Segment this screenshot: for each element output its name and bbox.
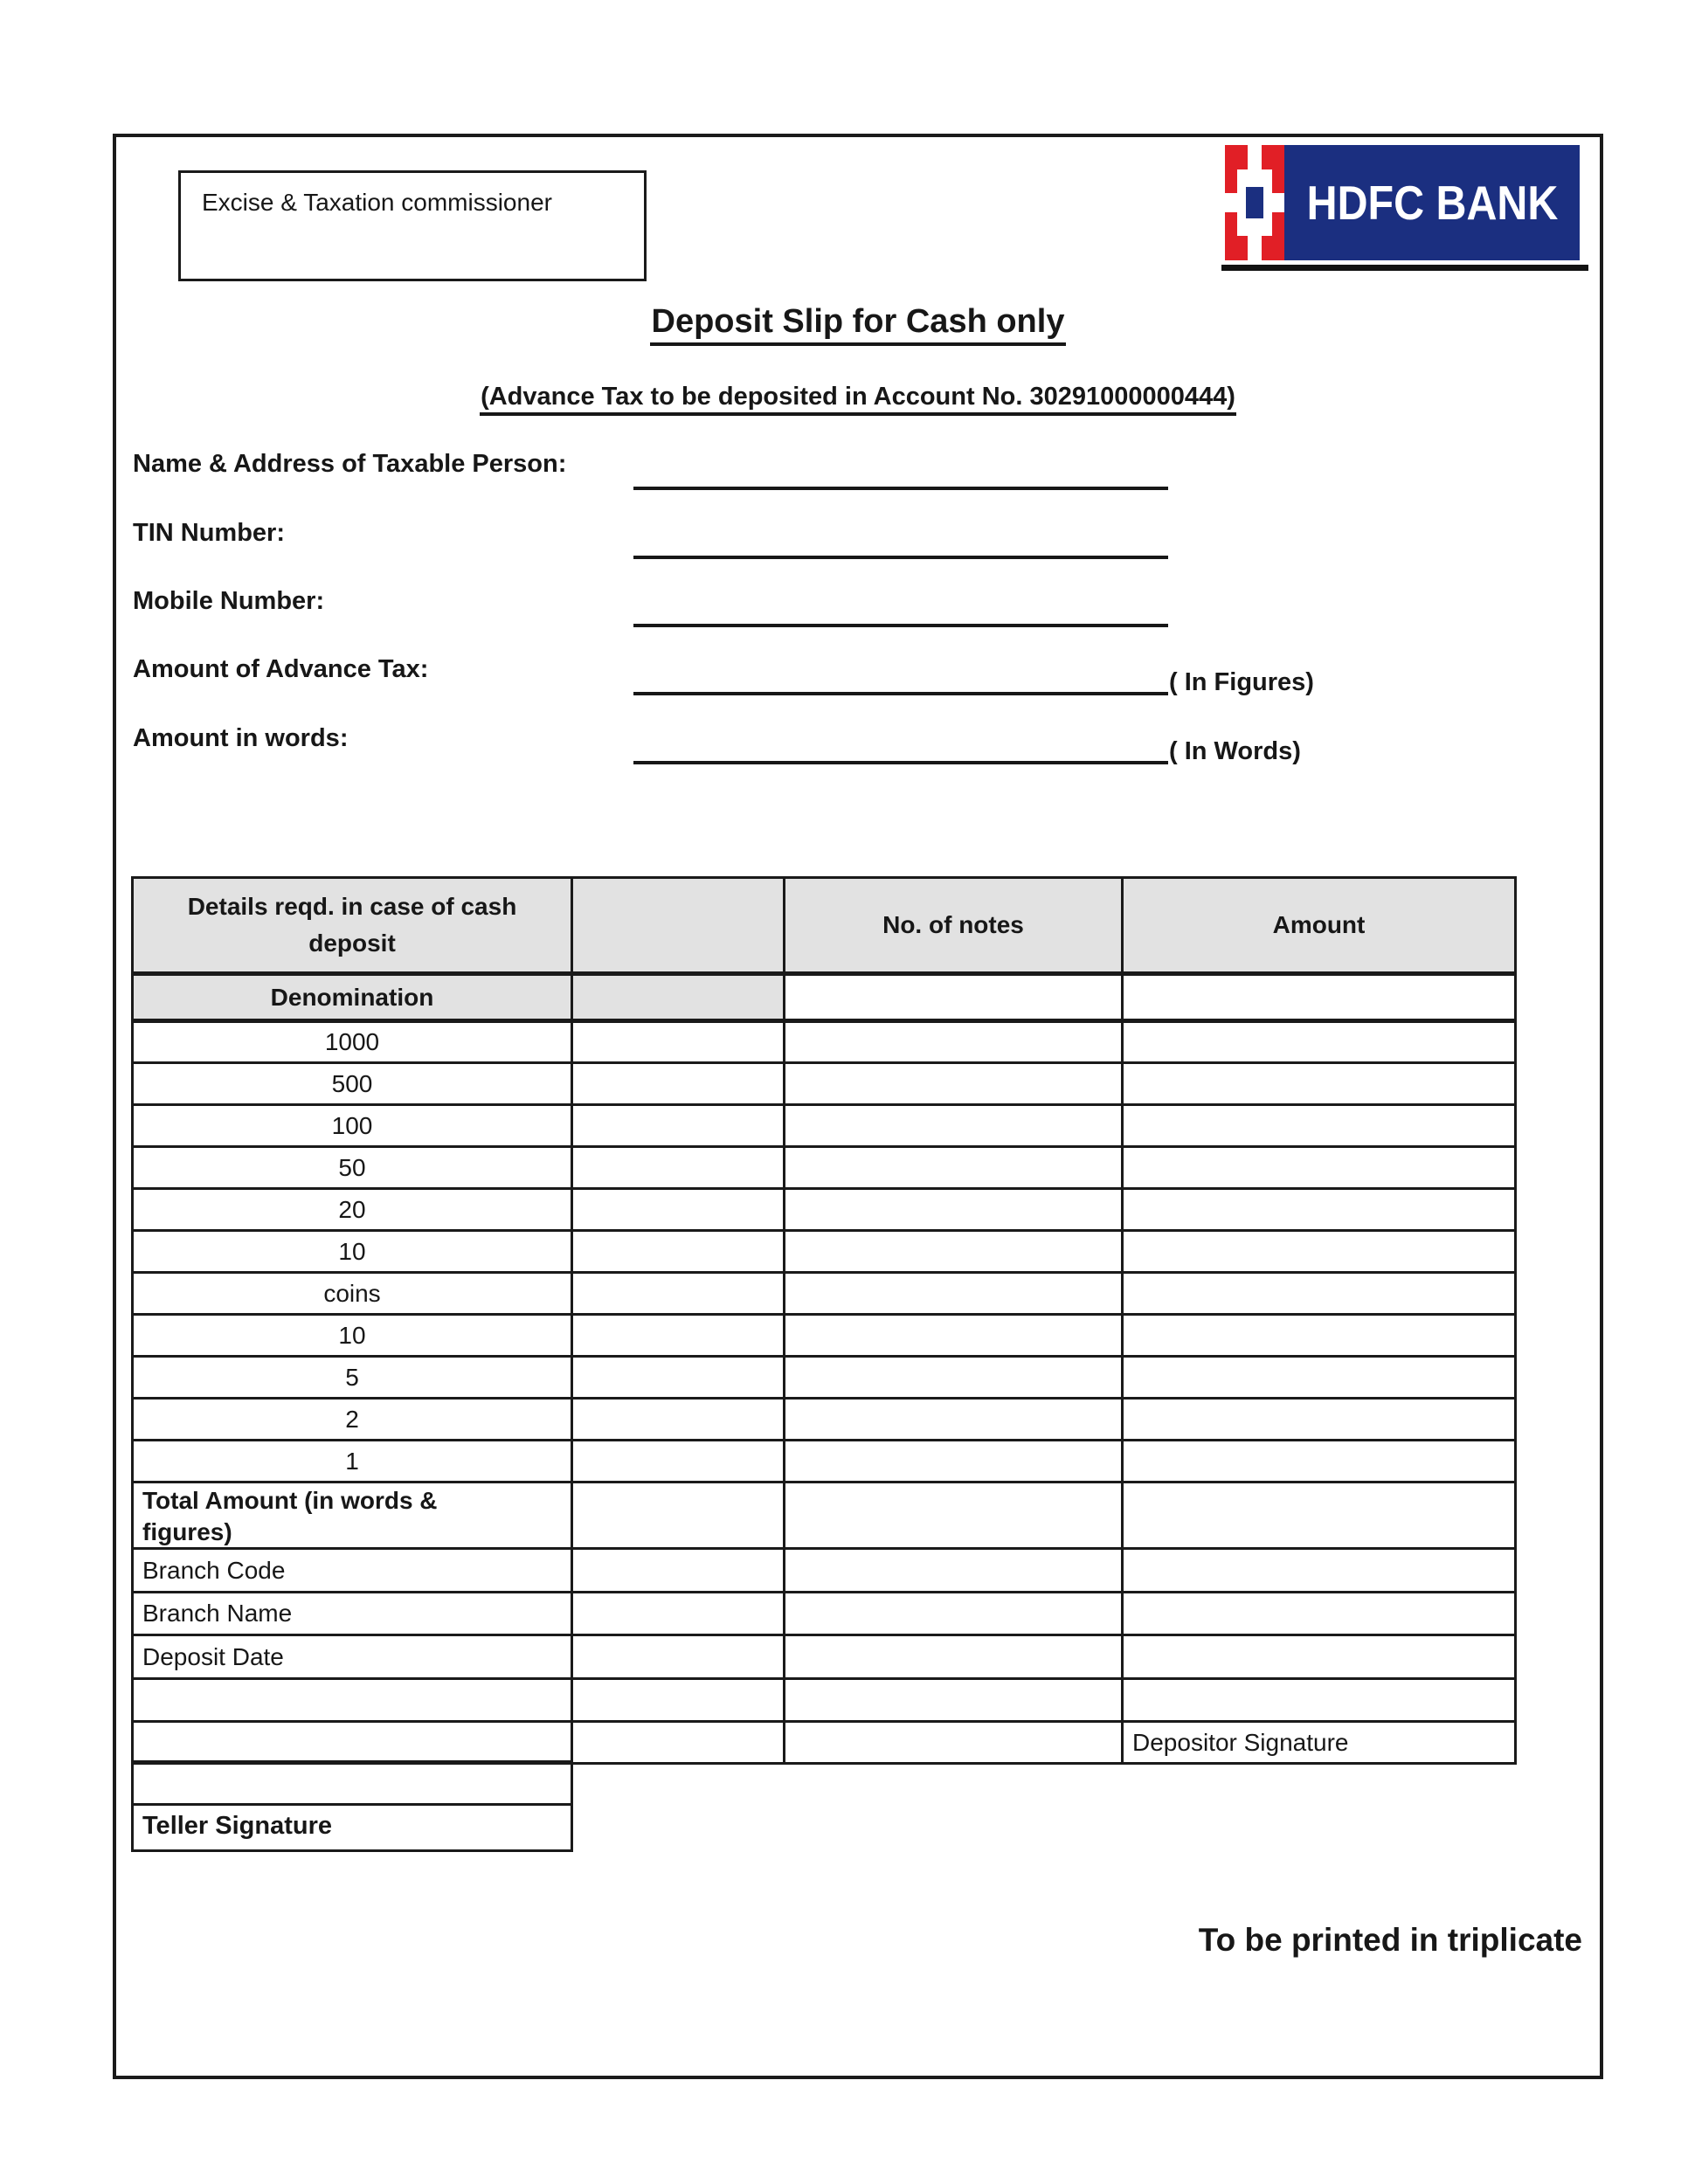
denomination-value-cell: 50 bbox=[133, 1147, 572, 1189]
denomination-row bbox=[133, 1357, 1516, 1399]
denomination-row bbox=[133, 1315, 1516, 1357]
notes-count-cell bbox=[785, 1021, 1123, 1063]
branch-code-label-cell: Branch Code bbox=[133, 1549, 572, 1593]
field-label: Mobile Number: bbox=[133, 587, 325, 615]
denomination-row bbox=[133, 1273, 1516, 1315]
blank-cell bbox=[1123, 974, 1516, 1021]
blank-cell bbox=[133, 1679, 572, 1722]
depositor-signature-row bbox=[133, 1722, 1516, 1764]
notes-count-cell bbox=[785, 1231, 1123, 1273]
notes-count-cell bbox=[785, 1105, 1123, 1147]
blank-cell bbox=[572, 1482, 785, 1549]
denomination-value-cell: 10 bbox=[133, 1231, 572, 1273]
denomination-header-row bbox=[133, 974, 1516, 1021]
blank-cell bbox=[572, 1357, 785, 1399]
deposit-date-label-cell: Deposit Date bbox=[133, 1635, 572, 1679]
amount-cell bbox=[1123, 1231, 1516, 1273]
branch-code-row bbox=[133, 1549, 1516, 1593]
blank-cell bbox=[133, 1722, 572, 1764]
fill-line bbox=[633, 761, 1168, 764]
branch-name-row bbox=[133, 1593, 1516, 1635]
teller-signature-cell bbox=[131, 1803, 573, 1852]
logo-underline bbox=[1221, 265, 1588, 271]
empty-row bbox=[133, 1679, 1516, 1722]
hdfc-emblem-icon bbox=[1225, 145, 1284, 260]
amount-cell bbox=[1123, 1399, 1516, 1441]
amount-cell bbox=[1123, 1105, 1516, 1147]
denomination-row bbox=[133, 1063, 1516, 1105]
denomination-row bbox=[133, 1231, 1516, 1273]
field-label: Name & Address of Taxable Person: bbox=[133, 450, 567, 478]
denomination-row bbox=[133, 1021, 1516, 1063]
denomination-value-cell: 2 bbox=[133, 1399, 572, 1441]
denomination-value-cell: 10 bbox=[133, 1315, 572, 1357]
teller-box-empty-row bbox=[131, 1760, 573, 1806]
denomination-row bbox=[133, 1147, 1516, 1189]
blank-cell bbox=[1123, 1549, 1516, 1593]
notes-count-cell bbox=[785, 1399, 1123, 1441]
field-label: Amount in words: bbox=[133, 724, 349, 752]
field-row-name-address bbox=[133, 450, 1566, 492]
blank-cell bbox=[785, 1679, 1123, 1722]
blank-cell bbox=[572, 1679, 785, 1722]
blank-cell bbox=[1123, 1679, 1516, 1722]
denomination-value-cell: 1 bbox=[133, 1441, 572, 1482]
header-cell-blank bbox=[572, 878, 785, 974]
fill-line bbox=[633, 692, 1168, 695]
deposit-date-row bbox=[133, 1635, 1516, 1679]
depositor-signature-label-cell: Depositor Signature bbox=[1123, 1722, 1516, 1764]
notes-count-cell bbox=[785, 1147, 1123, 1189]
denomination-value-cell: 1000 bbox=[133, 1021, 572, 1063]
amount-cell bbox=[1123, 1147, 1516, 1189]
blank-cell bbox=[1123, 1482, 1516, 1549]
header-cell-amount: Amount bbox=[1123, 878, 1516, 974]
blank-cell bbox=[572, 1315, 785, 1357]
amount-cell bbox=[1123, 1273, 1516, 1315]
teller-signature-label: Teller Signature bbox=[142, 1812, 333, 1840]
issuer-box bbox=[178, 170, 647, 281]
amount-cell bbox=[1123, 1357, 1516, 1399]
notes-count-cell bbox=[785, 1063, 1123, 1105]
field-row-mobile-number bbox=[133, 587, 1566, 629]
blank-cell bbox=[785, 974, 1123, 1021]
denomination-row bbox=[133, 1441, 1516, 1482]
amount-cell bbox=[1123, 1063, 1516, 1105]
notes-count-cell bbox=[785, 1441, 1123, 1482]
blank-cell bbox=[572, 1549, 785, 1593]
blank-cell bbox=[572, 1593, 785, 1635]
blank-cell bbox=[572, 1635, 785, 1679]
bank-name-text: HDFC BANK bbox=[1306, 176, 1558, 230]
branch-name-label-cell: Branch Name bbox=[133, 1593, 572, 1635]
field-suffix: ( In Figures) bbox=[1169, 668, 1314, 696]
denomination-value-cell: 5 bbox=[133, 1357, 572, 1399]
blank-cell bbox=[572, 1105, 785, 1147]
header-cell-details: Details reqd. in case of cash deposit bbox=[133, 878, 572, 974]
blank-cell bbox=[572, 1147, 785, 1189]
fill-line bbox=[633, 487, 1168, 490]
blank-cell bbox=[572, 1021, 785, 1063]
blank-cell bbox=[1123, 1593, 1516, 1635]
field-label: Amount of Advance Tax: bbox=[133, 655, 429, 683]
notes-count-cell bbox=[785, 1315, 1123, 1357]
notes-count-cell bbox=[785, 1357, 1123, 1399]
fill-line bbox=[633, 556, 1168, 559]
field-row-amount-in-words bbox=[133, 724, 1566, 766]
blank-cell bbox=[572, 1722, 785, 1764]
amount-cell bbox=[1123, 1021, 1516, 1063]
bank-wordmark bbox=[1284, 145, 1580, 260]
denomination-value-cell: coins bbox=[133, 1273, 572, 1315]
notes-count-cell bbox=[785, 1273, 1123, 1315]
blank-cell bbox=[572, 1441, 785, 1482]
field-label: TIN Number: bbox=[133, 519, 285, 547]
blank-cell bbox=[572, 1063, 785, 1105]
account-subtitle: (Advance Tax to be deposited in Account No. 30291000000444) bbox=[113, 383, 1603, 411]
amount-cell bbox=[1123, 1315, 1516, 1357]
blank-cell bbox=[572, 1231, 785, 1273]
blank-cell bbox=[785, 1549, 1123, 1593]
table-header-row bbox=[133, 878, 1516, 974]
blank-cell bbox=[572, 1273, 785, 1315]
blank-cell bbox=[785, 1593, 1123, 1635]
triplicate-note: To be printed in triplicate bbox=[1198, 1922, 1582, 1958]
blank-cell bbox=[1123, 1635, 1516, 1679]
denomination-header-cell: Denomination bbox=[133, 974, 572, 1021]
field-row-advance-tax-amount bbox=[133, 655, 1566, 697]
page-title: Deposit Slip for Cash only bbox=[113, 303, 1603, 341]
field-suffix: ( In Words) bbox=[1169, 737, 1301, 765]
blank-cell bbox=[572, 1189, 785, 1231]
hdfc-bank-logo bbox=[1225, 145, 1580, 260]
blank-cell bbox=[572, 1399, 785, 1441]
header-cell-no-of-notes: No. of notes bbox=[785, 878, 1123, 974]
blank-cell bbox=[572, 974, 785, 1021]
issuer-label: Excise & Taxation commissioner bbox=[202, 189, 552, 216]
blank-cell bbox=[785, 1635, 1123, 1679]
denomination-value-cell: 20 bbox=[133, 1189, 572, 1231]
notes-count-cell bbox=[785, 1189, 1123, 1231]
cash-deposit-table bbox=[131, 876, 1517, 1765]
blank-cell bbox=[785, 1722, 1123, 1764]
fill-line bbox=[633, 624, 1168, 627]
denomination-row bbox=[133, 1105, 1516, 1147]
total-amount-row bbox=[133, 1482, 1516, 1549]
denomination-value-cell: 500 bbox=[133, 1063, 572, 1105]
amount-cell bbox=[1123, 1189, 1516, 1231]
amount-cell bbox=[1123, 1441, 1516, 1482]
denomination-row bbox=[133, 1399, 1516, 1441]
denomination-value-cell: 100 bbox=[133, 1105, 572, 1147]
denomination-row bbox=[133, 1189, 1516, 1231]
blank-cell bbox=[785, 1482, 1123, 1549]
total-amount-label-cell: Total Amount (in words & figures) bbox=[133, 1482, 572, 1549]
field-row-tin-number bbox=[133, 519, 1566, 561]
